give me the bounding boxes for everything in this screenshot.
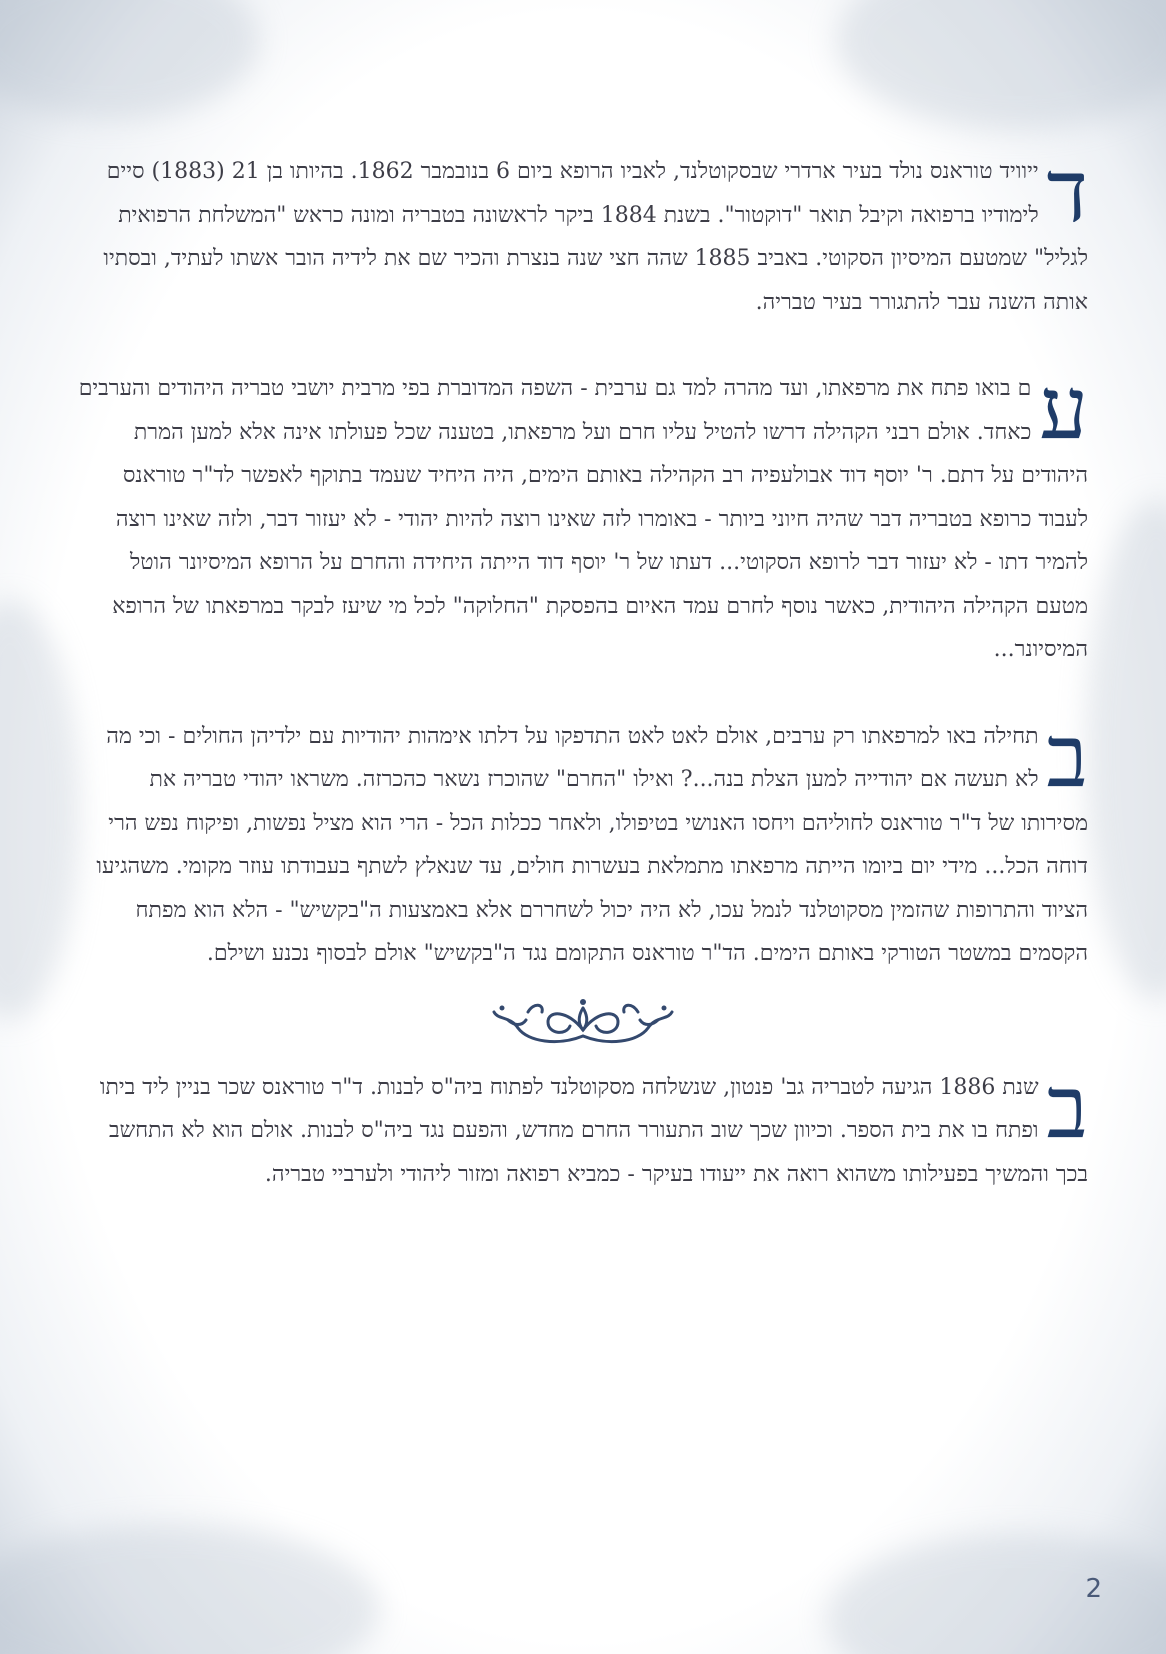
paragraph-4 — [78, 1057, 1088, 1197]
drop-cap: ד — [1046, 142, 1088, 242]
document-page — [78, 142, 1088, 1196]
paragraph-text: ם בואו פתח את מרפאתו, ועד מהרה למד גם ערבית - השפה המדוברת בפי מרבית יושבי טבריה היהודים והערבים כאחד. אולם רבני הקהילה דרשו להטיל עליו חרם ועל מרפאתו, בטענה שכל פעולתו אינה אלא למען המרת היהודים על דתם. ר' יוסף דוד אבולעפיה רב הקהילה באותם הימים, היה היחיד שעמד בתוקף לאפשר לד"ר טוראנס לעבוד כרופא בטבריה דבר שהיה חיוני ביותר - באומרו לזה שאינו רוצה להיות יהודי - לא יעזור דבר, ולזה שאינו רוצה להמיר דתו - לא יעזור דבר לרופא הסקוטי... דעתו של ר' יוסף דוד הייתה היחידה והחרם על הרופא המיסיונר הוטל מטעם הקהילה היהודית, כאשר נוסף לחרם עמד האיום בהפסקת "החלוקה" לכל מי שיעז לבקר במרפאתו של הרופא המיסיונר... — [78, 376, 1088, 662]
paragraph-2 — [78, 359, 1088, 672]
paragraph-text: ייוויד טוראנס נולד בעיר ארדרי שבסקוטלנד, לאביו הרופא ביום 6 בנובמבר 1862. בהיותו בן 21 (1883) סיים לימודיו ברפואה וקיבל תואר "דוקטור". בשנת 1884 ביקר לראשונה בטבריה ומונה כראש "המשלחת הרפואית לגליל" שמטעם המיסיון הסקוטי. באביב 1885 שהה חצי שנה בנצרת והכיר שם את לידיה הובר אשתו לעתיד, ובסתיו אותה השנה עבר להתגורר בעיר טבריה. — [103, 159, 1088, 315]
decorative-flourish-icon — [488, 990, 678, 1050]
paragraph-3 — [78, 706, 1088, 976]
paragraph-text: שנת 1886 הגיעה לטבריה גב' פנטון, שנשלחה מסקוטלנד לפתוח ביה"ס לבנות. ד"ר טוראנס שכר בניין ליד ביתו ופתח בו את בית הספר. וכיוון שכך שוב התעורר החרם מחדש, והפעם נגד ביה"ס לבנות. אולם הוא לא התחשב בכך והמשיך בפעילותו משהוא רואה את ייעודו בעיקר - כמביא רפואה ומזור ליהודי ולערביי טבריה. — [99, 1074, 1088, 1187]
drop-cap: ב — [1046, 706, 1088, 807]
paragraph-1 — [78, 142, 1088, 324]
drop-cap: ע — [1039, 359, 1088, 459]
page-number: 2 — [1085, 1574, 1102, 1604]
drop-cap: ב — [1046, 1057, 1088, 1158]
paragraph-text: תחילה באו למרפאתו רק ערבים, אולם לאט לאט התדפקו על דלתו אימהות יהודיות עם ילדיהן החולים - וכי מה לא תעשה אם יהודייה למען הצלת בנה...? ואילו "החרם" שהוכרז נשאר כהכרזה. משראו יהודי טבריה את מסירותו של ד"ר טוראנס לחוליהם ויחסו האנושי בטיפולו, ולאחר ככלות הכל - הרי הוא מציל נפשות, ופיקוח נפש הרי דוחה הכל... מידי יום ביומו הייתה מרפאתו מתמלאת בעשרות חולים, עד שנאלץ לשתף בעבודתו עוזר מקומי. משהגיעו הציוד והתרופות שהזמין מסקוטלנד לנמל עכו, לא היה יכול לשחררם אלא באמצעות ה"בקשיש" - הלא הוא מפתח הקסמים במשטר הטורקי באותם הימים. הד"ר טוראנס התקומם נגד ה"בקשיש" אולם לבסוף נכנע ושילם. — [96, 723, 1088, 966]
